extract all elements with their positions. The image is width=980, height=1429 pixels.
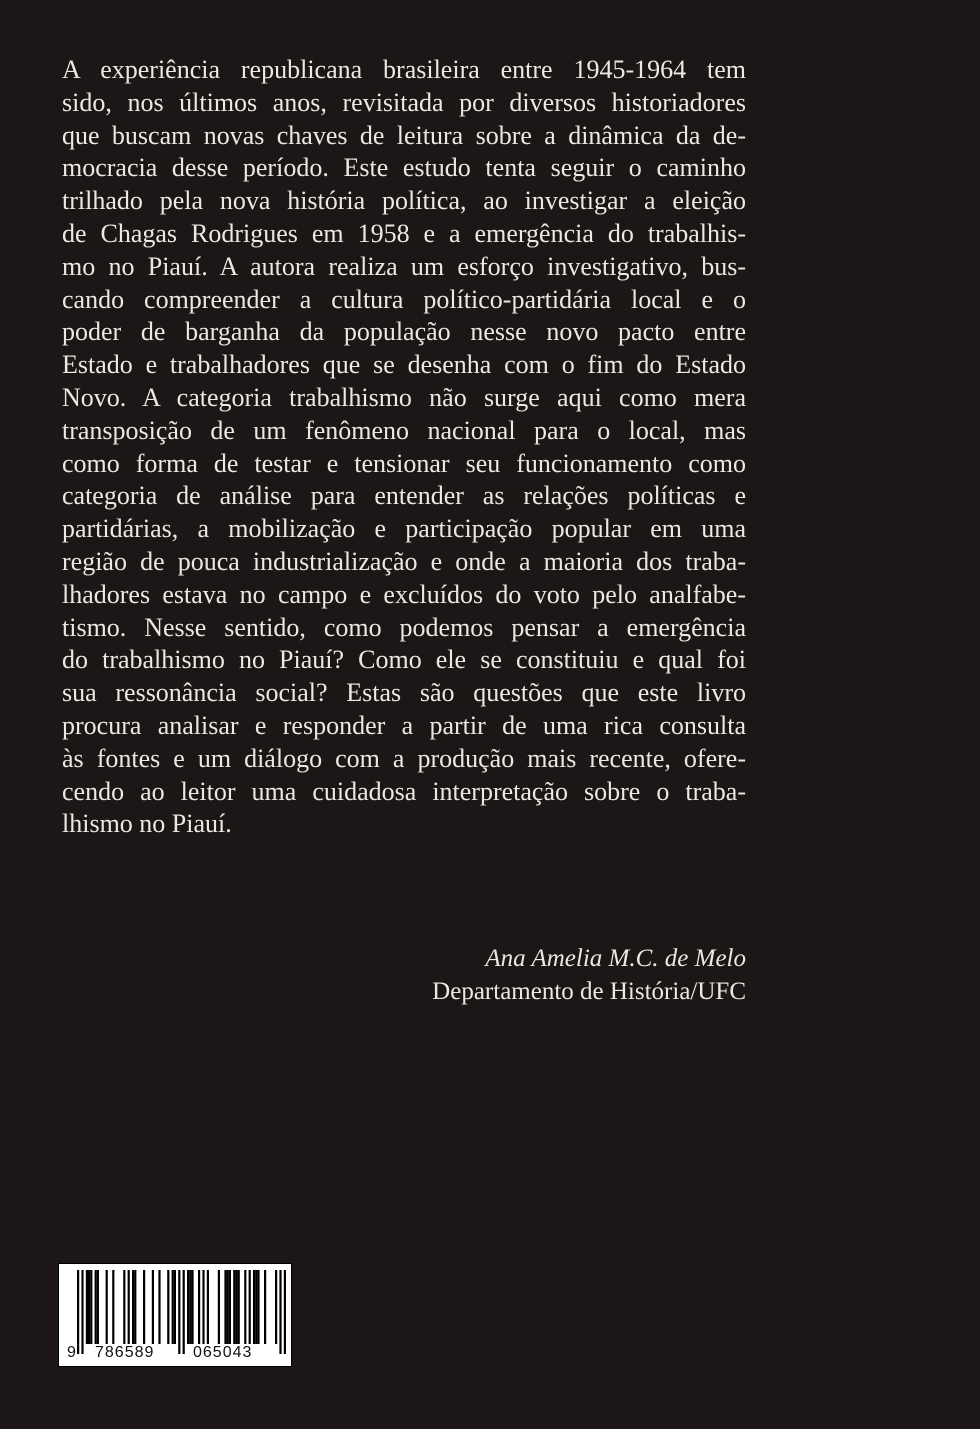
barcode-bar — [97, 1270, 99, 1344]
barcode-bar — [95, 1270, 97, 1344]
barcode-bar — [106, 1270, 108, 1344]
signature-name: Ana Amelia M.C. de Melo — [485, 945, 746, 972]
barcode-bar — [244, 1270, 246, 1344]
blurb-line: partidárias, a mobilização e participação popular em uma — [62, 514, 746, 544]
barcode-bar — [132, 1270, 134, 1344]
blurb-line: que buscam novas chaves de leitura sobre a dinâmica da de- — [62, 120, 746, 150]
barcode-bar — [174, 1270, 176, 1344]
blurb-line: sua ressonância social? Estas são questões que este livro — [62, 678, 746, 708]
blurb-line: tismo. Nesse sentido, como podemos pensar a emergência — [62, 612, 746, 642]
barcode-bar — [235, 1270, 237, 1344]
blurb-line: Estado e trabalhadores que se desenha com o fim do Estado — [62, 350, 746, 380]
barcode-bar — [77, 1270, 79, 1354]
barcode-bar — [207, 1270, 209, 1344]
barcode-bar — [90, 1270, 92, 1344]
barcode-bar — [202, 1270, 204, 1344]
barcode-bar — [81, 1270, 83, 1354]
blurb-line: lhadores estava no campo e excluídos do voto pelo analfabe- — [62, 579, 746, 609]
signature-affiliation: Departamento de História/UFC — [432, 978, 746, 1005]
blurb-line: como forma de testar e tensionar seu funcionamento como — [62, 448, 746, 478]
barcode-bar — [218, 1270, 220, 1344]
blurb-line: procura analisar e responder a partir de uma rica consulta — [62, 710, 746, 740]
barcode-bar — [112, 1270, 114, 1344]
blurb-line: Novo. A categoria trabalhismo não surge aqui como mera — [62, 382, 746, 412]
blurb-line: mocracia desse período. Este estudo tenta seguir o caminho — [62, 153, 746, 183]
blurb-line: A experiência republicana brasileira entre 1945-1964 tem — [62, 55, 746, 84]
barcode-bar — [158, 1270, 160, 1344]
barcode-bar — [187, 1270, 189, 1344]
barcode-bar — [257, 1270, 259, 1344]
blurb-text — [62, 54, 746, 841]
barcode-bar — [198, 1270, 200, 1344]
blurb-line: região de pouca industrialização e onde a maioria dos traba- — [62, 546, 746, 576]
barcode-bar — [152, 1270, 154, 1344]
barcode-bar — [143, 1270, 145, 1344]
barcode-bar — [227, 1270, 229, 1344]
barcode-bar — [172, 1270, 174, 1344]
barcode-bar — [128, 1270, 130, 1344]
blurb-line: trilhado pela nova história política, ao investigar a eleição — [62, 186, 746, 216]
barcode-bar — [134, 1270, 136, 1344]
blurb-line: poder de barganha da população nesse novo pacto entre — [62, 317, 746, 347]
signature-block — [360, 942, 746, 1008]
barcode-bar — [264, 1270, 266, 1344]
barcode-bar — [233, 1270, 235, 1344]
blurb-line: lhismo no Piauí. — [62, 809, 232, 839]
barcode-bar — [284, 1270, 286, 1354]
barcode-bar — [178, 1270, 180, 1354]
barcode-bar — [191, 1270, 193, 1344]
barcode-bar — [189, 1270, 191, 1344]
barcode-bar — [224, 1270, 226, 1344]
barcode-bar — [183, 1270, 185, 1354]
barcode-bar — [123, 1270, 125, 1344]
blurb-line: transposição de um fenômeno nacional para o local, mas — [62, 415, 746, 445]
barcode-bar — [249, 1270, 251, 1344]
barcode-bar — [88, 1270, 90, 1344]
barcode-bar — [229, 1270, 231, 1344]
blurb-line: às fontes e um diálogo com a produção mais recente, ofere- — [62, 743, 746, 773]
barcode-first-digit: 9 — [67, 1344, 76, 1361]
blurb-line: sido, nos últimos anos, revisitada por diversos historiadores — [62, 87, 746, 117]
barcode-bar — [275, 1270, 277, 1344]
blurb-line: cando compreender a cultura político-partidária local e o — [62, 284, 746, 314]
blurb-line: de Chagas Rodrigues em 1958 e a emergência do trabalhis- — [62, 218, 746, 248]
blurb-line: mo no Piauí. A autora realiza um esforço investigativo, bus- — [62, 251, 746, 281]
blurb-line: do trabalhismo no Piauí? Como ele se constituiu e qual foi — [62, 645, 746, 675]
barcode-bar — [255, 1270, 257, 1344]
barcode — [58, 1263, 292, 1367]
blurb-line: cendo ao leitor uma cuidadosa interpretação sobre o traba- — [62, 776, 746, 806]
barcode-bar — [167, 1270, 169, 1344]
barcode-right-group: 065043 — [193, 1344, 253, 1361]
barcode-left-group: 786589 — [95, 1344, 155, 1361]
barcode-bar — [253, 1270, 255, 1344]
barcode-bar — [279, 1270, 281, 1354]
barcode-bar — [238, 1270, 240, 1344]
barcode-bar — [86, 1270, 88, 1344]
blurb-line: categoria de análise para entender as relações políticas e — [62, 481, 746, 511]
